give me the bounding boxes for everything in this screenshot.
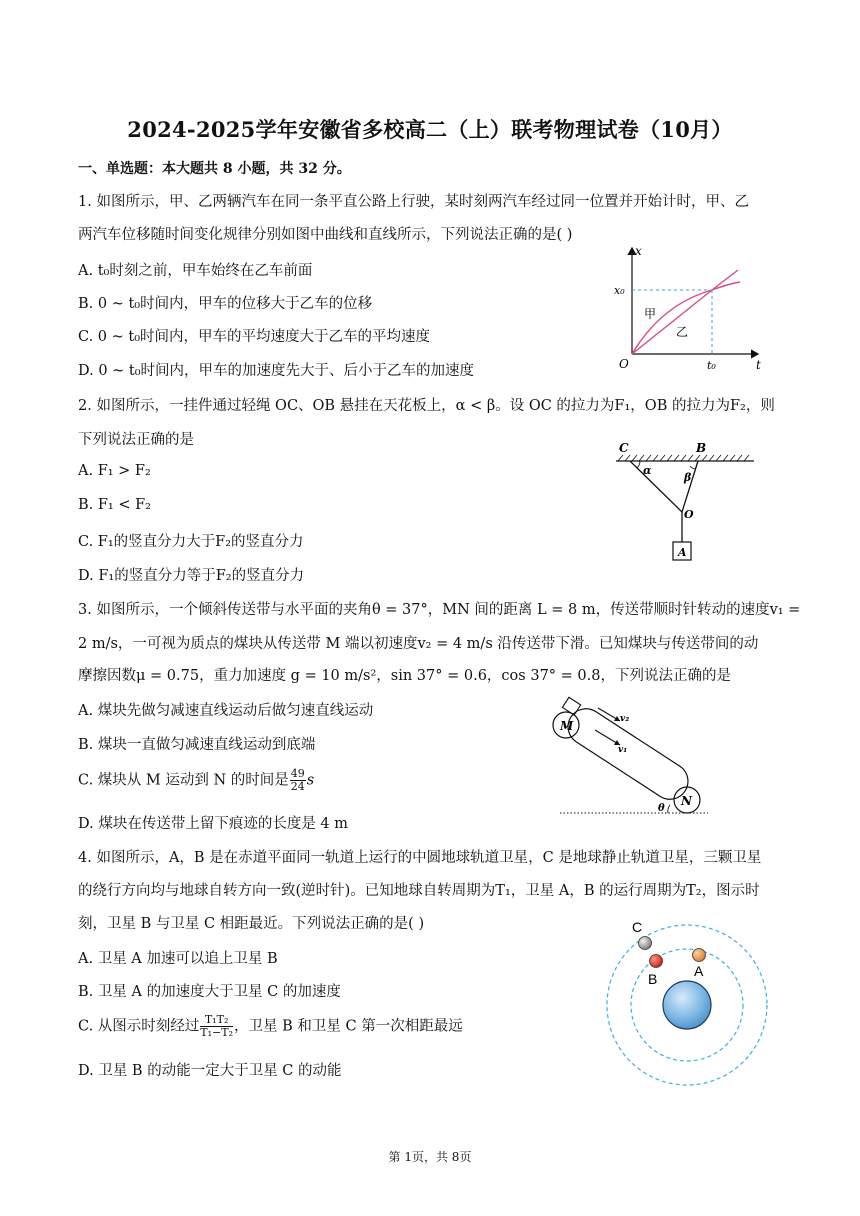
q1-x0-label: x₀ [614,284,625,297]
q4-stem-line1: 4. 如图所示，A，B 是在赤道平面同一轨道上运行的中圆地球轨道卫星，C 是地球静止轨道卫星，三颗卫星 [78,850,762,866]
q3-option-c [78,768,314,793]
q3-stem-line1: 3. 如图所示，一个倾斜传送带与水平面的夹角θ = 37°，MN 间的距离 L = 8 m，传送带顺时针转动的速度v₁ = [78,602,801,618]
q2-stem-line1: 2. 如图所示，一挂件通过轻绳 OC、OB 悬挂在天花板上，α < β。设 OC 的拉力为F₁，OB 的拉力为F₂，则 [78,398,775,414]
q1-option-c: C. 0 ~ t₀时间内，甲车的平均速度大于乙车的平均速度 [78,329,431,345]
q3-time-fraction [290,768,306,793]
q2-option-c: C. F₁的竖直分力大于F₂的竖直分力 [78,534,304,550]
q4-option-c [78,1014,463,1039]
q4-satellite-a-label: A [694,963,704,979]
q1-axis-y-label: x [635,244,642,258]
q1-t0-label: t₀ [707,359,716,372]
q3-theta-label: θ [658,803,665,814]
q4-option-a: A. 卫星 A 加速可以追上卫星 B [78,951,278,967]
q2-alpha-label: α [643,464,652,477]
q2-point-b-label: B [696,441,707,455]
q4-fraction-numerator: T₁T₂ [200,1014,233,1027]
q2-pendant-label: A [678,546,687,559]
q4-option-d: D. 卫星 B 的动能一定大于卫星 C 的动能 [78,1063,342,1079]
q4-option-c-text: C. 从图示时刻经过 [78,1018,200,1035]
q3-pulley-m-label: M [560,719,574,733]
page-title: 2024-2025学年安徽省多校高二（上）联考物理试卷（10月） [127,117,733,142]
q4-orbit-figure [600,910,772,1090]
q3-time-numerator: 49 [290,767,305,780]
q4-option-c-tail: ，卫星 B 和卫星 C 第一次相距最远 [234,1018,463,1035]
q2-option-a: A. F₁ > F₂ [78,463,151,479]
q3-conveyor-figure [540,694,720,816]
q2-suspension-figure [610,436,760,568]
q2-point-c-label: C [619,441,629,455]
page-footer: 第 1页，共 8页 [388,1150,472,1164]
q3-stem-line2: 2 m/s，一可视为质点的煤块从传送带 M 端以初速度v₂ = 4 m/s 沿传送带下滑。已知煤块与传送带间的动 [78,636,759,652]
q1-stem-line1: 1. 如图所示，甲、乙两辆汽车在同一条平直公路上行驶，某时刻两汽车经过同一位置并开始计时，甲、乙 [78,194,749,210]
q1-curve-jia-label: 甲 [644,307,657,321]
q3-stem-line3: 摩擦因数μ = 0.75，重力加速度 g = 10 m/s²，sin 37° = 0.6，cos 37° = 0.8，下列说法正确的是 [78,668,731,684]
q2-beta-label: β [684,471,692,484]
q2-option-d: D. F₁的竖直分力等于F₂的竖直分力 [78,568,305,584]
q4-stem-line3: 刻，卫星 B 与卫星 C 相距最近。下列说法正确的是( ) [78,916,425,932]
q3-v1-label: v₁ [618,745,628,755]
section-heading: 一、单选题：本大题共 8 小题，共 32 分。 [78,161,351,177]
q4-period-fraction [200,1014,233,1039]
q1-option-a: A. t₀时刻之前，甲车始终在乙车前面 [78,263,313,279]
q1-stem-line2: 两汽车位移随时间变化规律分别如图中曲线和直线所示，下列说法正确的是( ) [78,227,573,243]
q1-origin-label: O [619,357,629,371]
q1-xt-graph [610,242,770,377]
q1-axis-x-label: t [756,358,761,372]
q4-satellite-b-label: B [648,971,658,987]
q2-point-o-label: O [684,508,694,521]
q4-option-b: B. 卫星 A 的加速度大于卫星 C 的加速度 [78,984,341,1000]
q1-option-b: B. 0 ~ t₀时间内，甲车的位移大于乙车的位移 [78,296,373,312]
q1-curve-yi-label: 乙 [676,325,689,339]
q2-option-b: B. F₁ < F₂ [78,497,151,513]
q3-option-d: D. 煤块在传送带上留下痕迹的长度是 4 m [78,816,349,832]
q3-option-a: A. 煤块先做匀减速直线运动后做匀速直线运动 [78,703,374,719]
q3-pulley-n-label: N [681,794,692,808]
q4-satellite-c-label: C [632,919,643,935]
q4-stem-line2: 的绕行方向均与地球自转方向一致(逆时针)。已知地球自转周期为T₁，卫星 A，B 的运行周期为T₂，图示时 [78,883,760,899]
q3-option-c-text: C. 煤块从 M 运动到 N 的时间是 [78,772,289,789]
q3-option-b: B. 煤块一直做匀减速直线运动到底端 [78,737,316,753]
q2-stem-line2: 下列说法正确的是 [78,432,194,448]
q3-time-denominator: 24 [290,780,305,793]
q3-v2-label: v₂ [620,714,630,724]
q3-time-unit: s [306,772,315,789]
q1-option-d: D. 0 ~ t₀时间内，甲车的加速度先大于、后小于乙车的加速度 [78,363,475,379]
q4-fraction-denominator: T₁−T₂ [200,1026,234,1039]
